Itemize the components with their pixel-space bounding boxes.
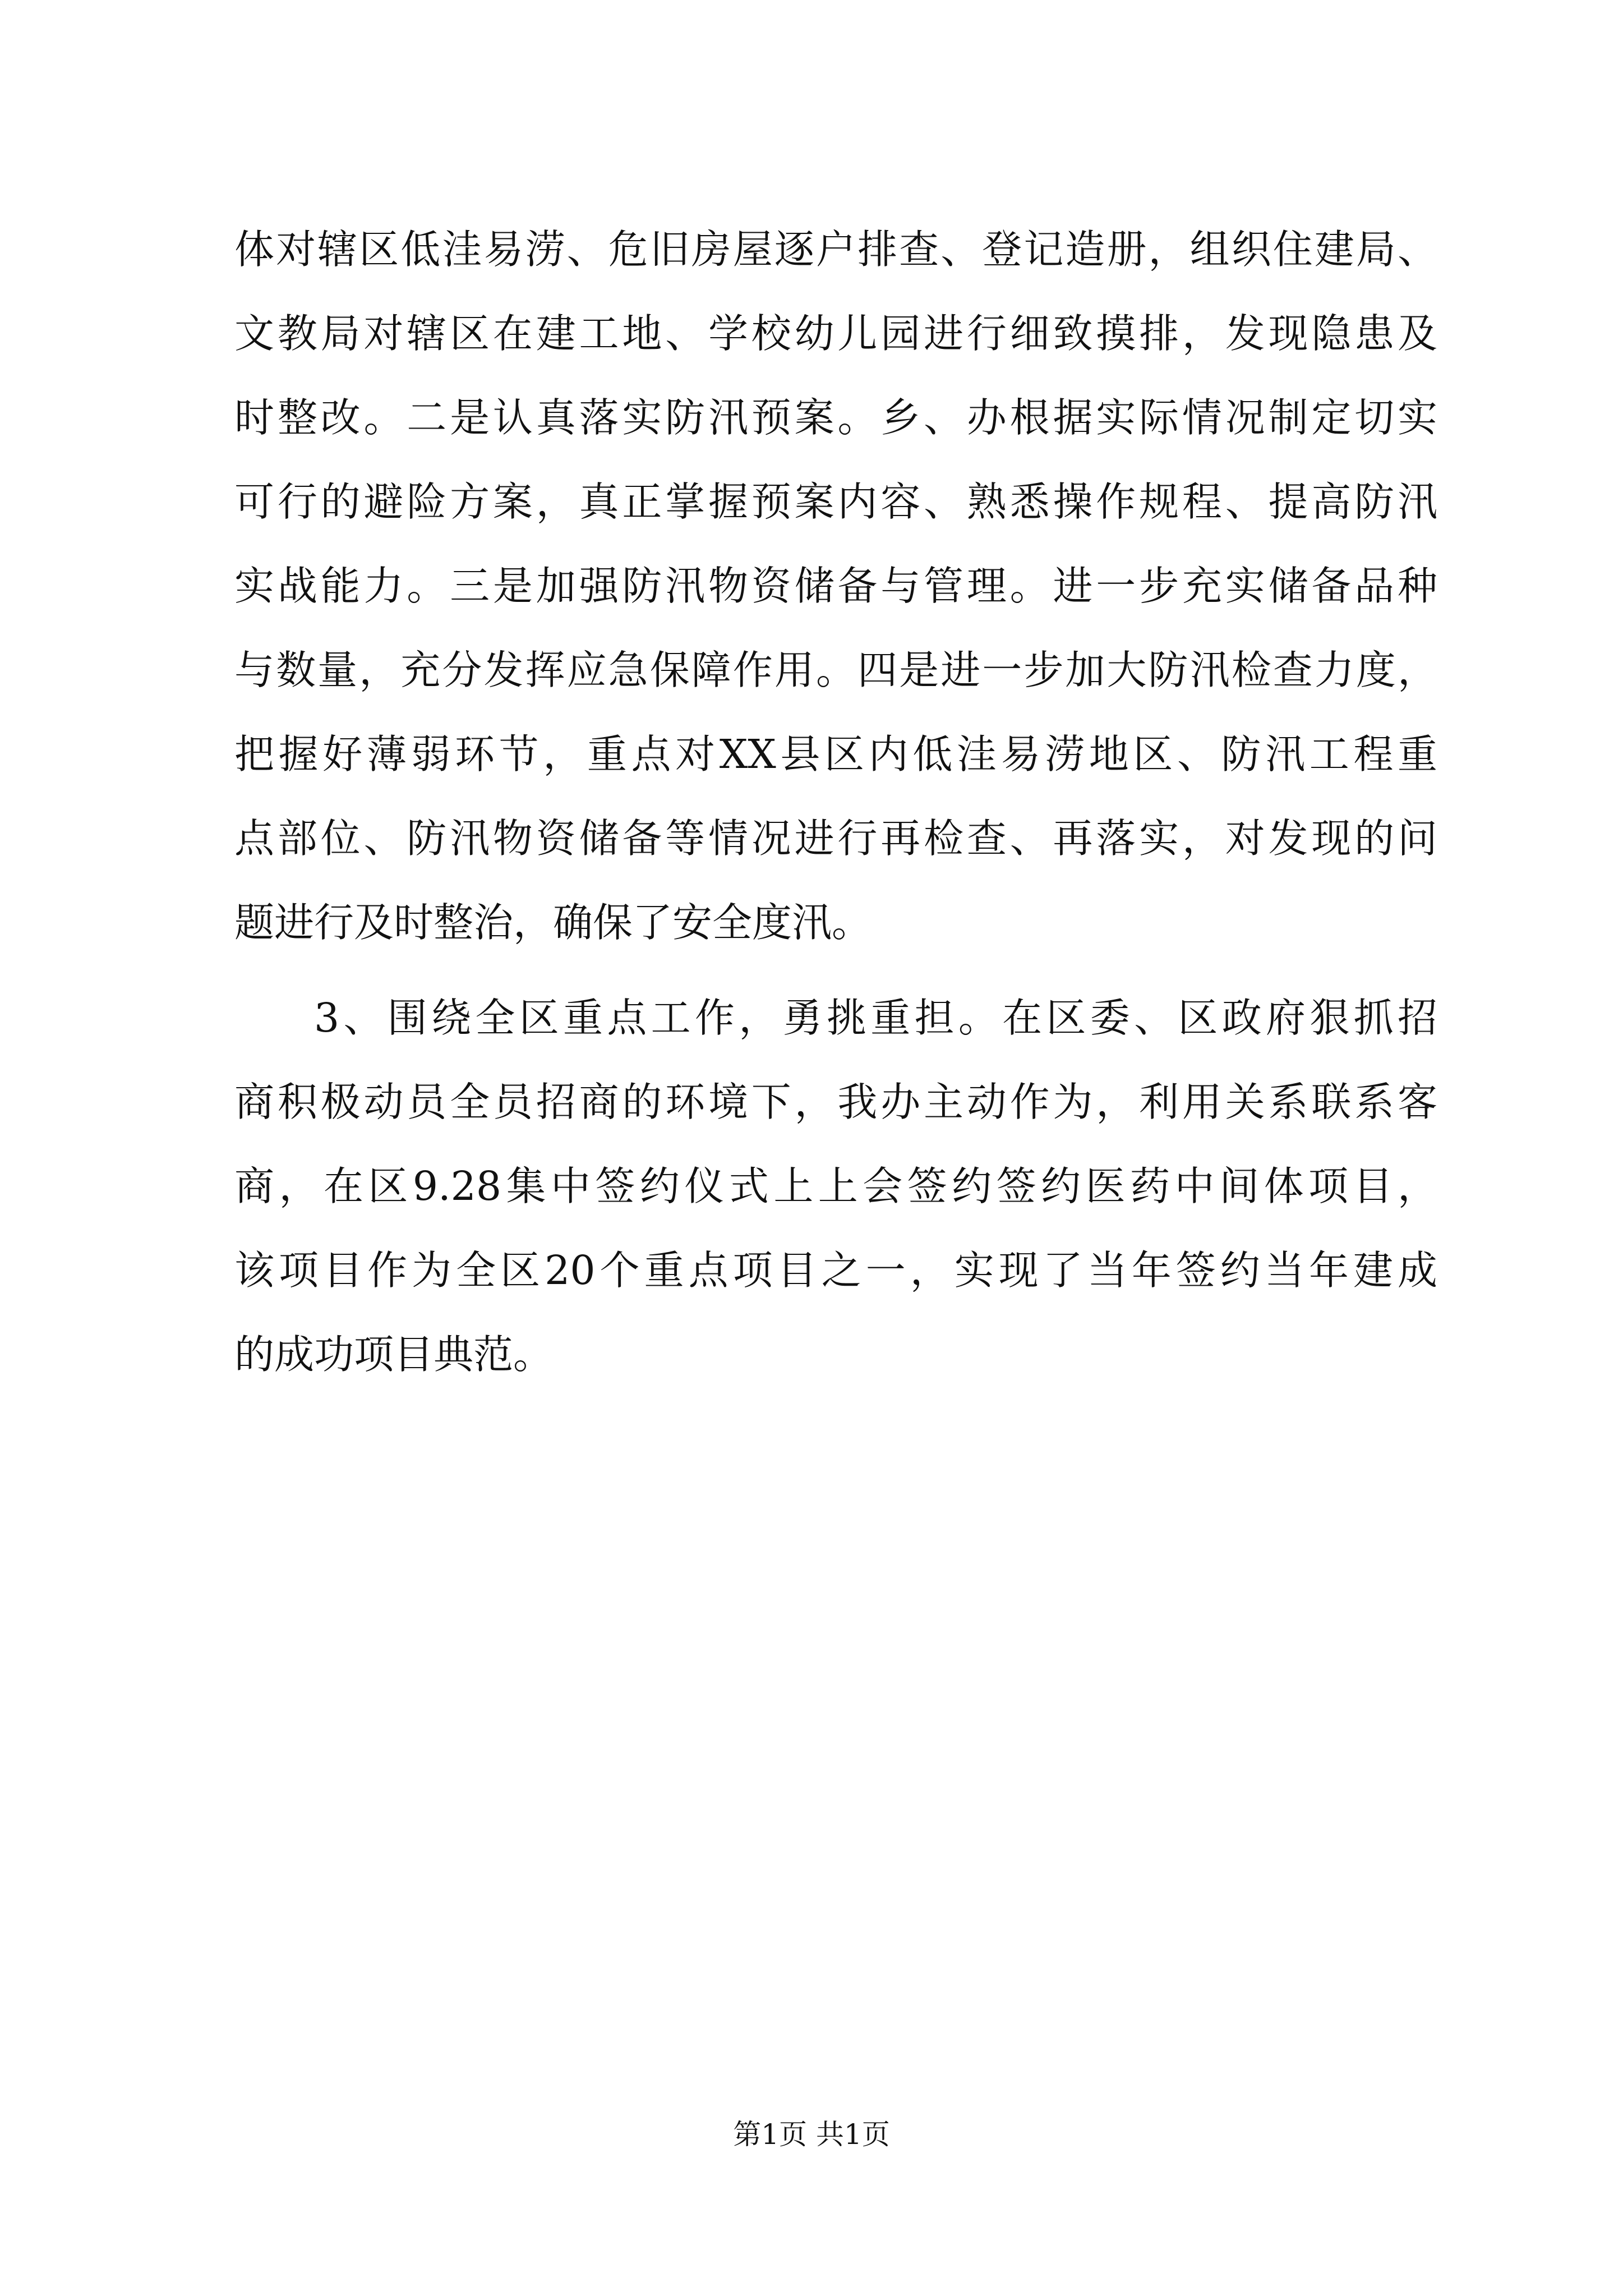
paragraph-1-line-4: 可行的避险方案，真正掌握预案内容、熟悉操作规程、提高防汛 (234, 478, 1437, 525)
paragraph-gap (234, 965, 1437, 976)
paragraph-1-line-3: 时整改。二是认真落实防汛预案。乡、办根据实际情况制定切实 (234, 394, 1437, 441)
paragraph-1-line-5: 实战能力。三是加强防汛物资储备与管理。进一步充实储备品种 (234, 563, 1437, 609)
paragraph-1-line-2: 文教局对辖区在建工地、学校幼儿园进行细致摸排，发现隐患及 (234, 310, 1437, 357)
paragraph-2-line-3: 商，在区9.28集中签约仪式上上会签约签约医药中间体项目， (234, 1163, 1437, 1209)
paragraph-2-line-1: 3、围绕全区重点工作，勇挑重担。在区委、区政府狠抓招 (314, 995, 1437, 1041)
paragraph-2-line-2: 商积极动员全员招商的环境下，我办主动作为，利用关系联系客 (234, 1079, 1437, 1125)
page-number-footer: 第1页 共1页 (733, 2118, 890, 2151)
paragraph-2-line-5: 的成功项目典范。 (234, 1331, 554, 1378)
paragraph-1-line-1: 体对辖区低洼易涝、危旧房屋逐户排查、登记造册，组织住建局、 (234, 226, 1437, 273)
paragraph-1-line-6: 与数量，充分发挥应急保障作用。四是进一步加大防汛检查力度， (234, 647, 1437, 693)
paragraph-1-line-9: 题进行及时整治，确保了安全度汛。 (234, 899, 872, 946)
document-body (234, 208, 1437, 1397)
paragraph-2-line-4: 该项目作为全区20个重点项目之一，实现了当年签约当年建成 (234, 1247, 1437, 1294)
paragraph-1-line-7: 把握好薄弱环节，重点对XX县区内低洼易涝地区、防汛工程重 (234, 731, 1437, 777)
paragraph-1-line-8: 点部位、防汛物资储备等情况进行再检查、再落实，对发现的问 (234, 815, 1437, 862)
